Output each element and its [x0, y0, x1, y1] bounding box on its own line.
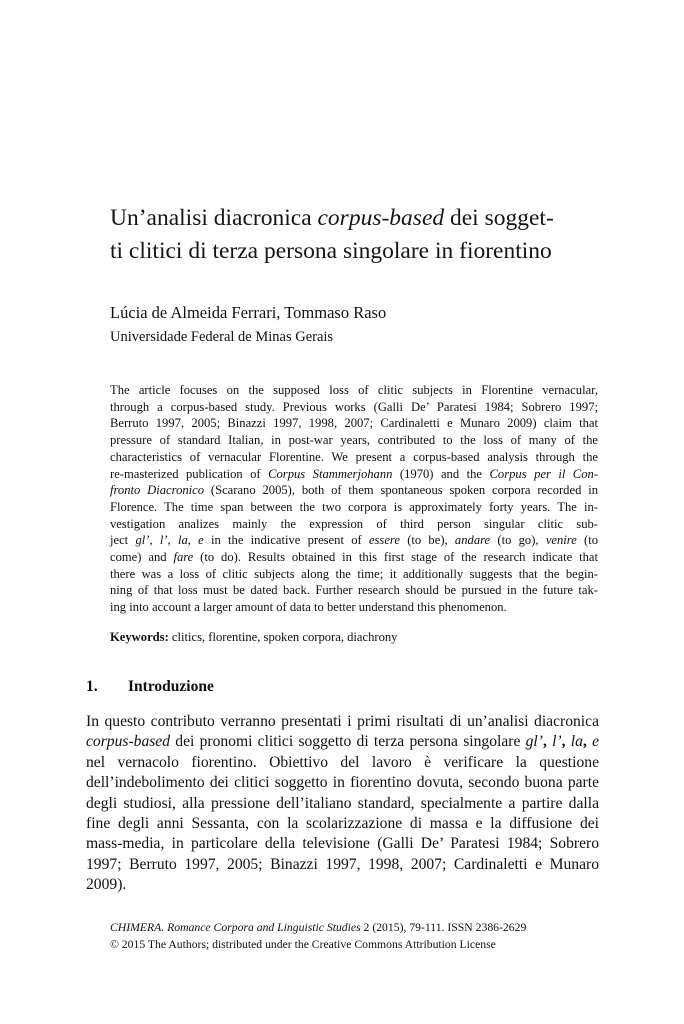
body-line: In questo contributo verranno presentati i primi risultati di un’analisi diacronica	[86, 713, 599, 730]
section-heading	[86, 677, 214, 697]
body-line: dell’indebolimento dei clitici soggetto in fiorentino dovuta, secondo buona parte	[86, 774, 599, 792]
article-title	[110, 202, 630, 268]
abstract-line: characteristics of vernacular Florentine. We present a corpus-based analysis through the	[110, 449, 598, 464]
body-line: degli studiosi, alla pressione dell’italiano standard, specialmente a partire dalla	[86, 794, 599, 812]
abstract-line: vestigation analizes mainly the expression of third person singular clitic sub-	[110, 516, 598, 531]
section-number: 1.	[86, 678, 98, 695]
body-line: nel vernacolo fiorentino. Obiettivo del lavoro è verificare la questione	[86, 753, 599, 771]
keywords-label: Keywords:	[110, 630, 169, 644]
abstract-line: pressure of standard Italian, in post-war years, contributed to the loss of many of the	[110, 433, 598, 448]
body-line: 1997; Berruto 1997, 2005; Binazzi 1997, 1998, 2007; Cardinaletti e Munaro	[86, 855, 599, 873]
footer-citation: CHIMERA. Romance Corpora and Linguistic Studies 2 (2015), 79-111. ISSN 2386-2629	[110, 921, 527, 934]
affiliation: Universidade Federal de Minas Gerais	[110, 329, 334, 345]
abstract-line: fronto Diacronico (Scarano 2005), both of them spontaneous spoken corpora recorded in	[110, 483, 598, 498]
footer-license: © 2015 The Authors; distributed under the Creative Commons Attribution License	[110, 937, 496, 951]
footer	[110, 920, 526, 953]
abstract-line: ing into account a larger amount of data to better understand this phenomenon.	[110, 600, 507, 615]
keywords	[110, 629, 397, 646]
title-line-1: Un’analisi diacronica corpus-based dei sogget-	[110, 205, 554, 231]
body-paragraph	[86, 712, 599, 896]
abstract-line: re-masterized publication of Corpus Stammerjohann (1970) and the Corpus per il Con-	[110, 466, 598, 481]
authors: Lúcia de Almeida Ferrari, Tommaso Raso	[110, 303, 387, 322]
abstract-line: ning of that loss must be dated back. Further research should be pursued in the future tak-	[110, 583, 598, 598]
abstract-line: come) and fare (to do). Results obtained in this first stage of the research indicate that	[110, 550, 599, 565]
section-title: Introduzione	[128, 678, 214, 695]
body-line: mass-media, in particolare della televisione (Galli De’ Paratesi 1984; Sobrero	[86, 835, 599, 853]
abstract-line: ject gl’, l’, la, e in the indicative present of essere (to be), andare (to go), venire (to	[110, 533, 599, 548]
abstract-line: Florence. The time span between the two corpora is approximately forty years. The in-	[110, 499, 598, 514]
keywords-text: clitics, florentine, spoken corpora, diachrony	[168, 630, 398, 644]
abstract-line: Berruto 1997, 2005; Binazzi 1997, 1998, 2007; Cardinaletti e Munaro 2009) claim that	[110, 416, 598, 431]
body-line: fine degli anni Sessanta, con la scolarizzazione di massa e la diffusione dei	[86, 815, 599, 833]
abstract-line: there was a loss of clitic subjects along the time; it additionally suggests that the begin-	[110, 566, 598, 581]
abstract-line: The article focuses on the supposed loss of clitic subjects in Florentine vernacular,	[110, 383, 598, 397]
body-line: 2009).	[86, 876, 127, 894]
abstract-line: through a corpus-based study. Previous works (Galli De’ Paratesi 1984; Sobrero 1997;	[110, 399, 598, 414]
title-line-2: ti clitici di terza persona singolare in fiorentino	[110, 238, 552, 264]
abstract	[110, 382, 598, 616]
body-line: corpus-based dei pronomi clitici soggetto di terza persona singolare gl’, l’, la, e	[86, 733, 600, 751]
